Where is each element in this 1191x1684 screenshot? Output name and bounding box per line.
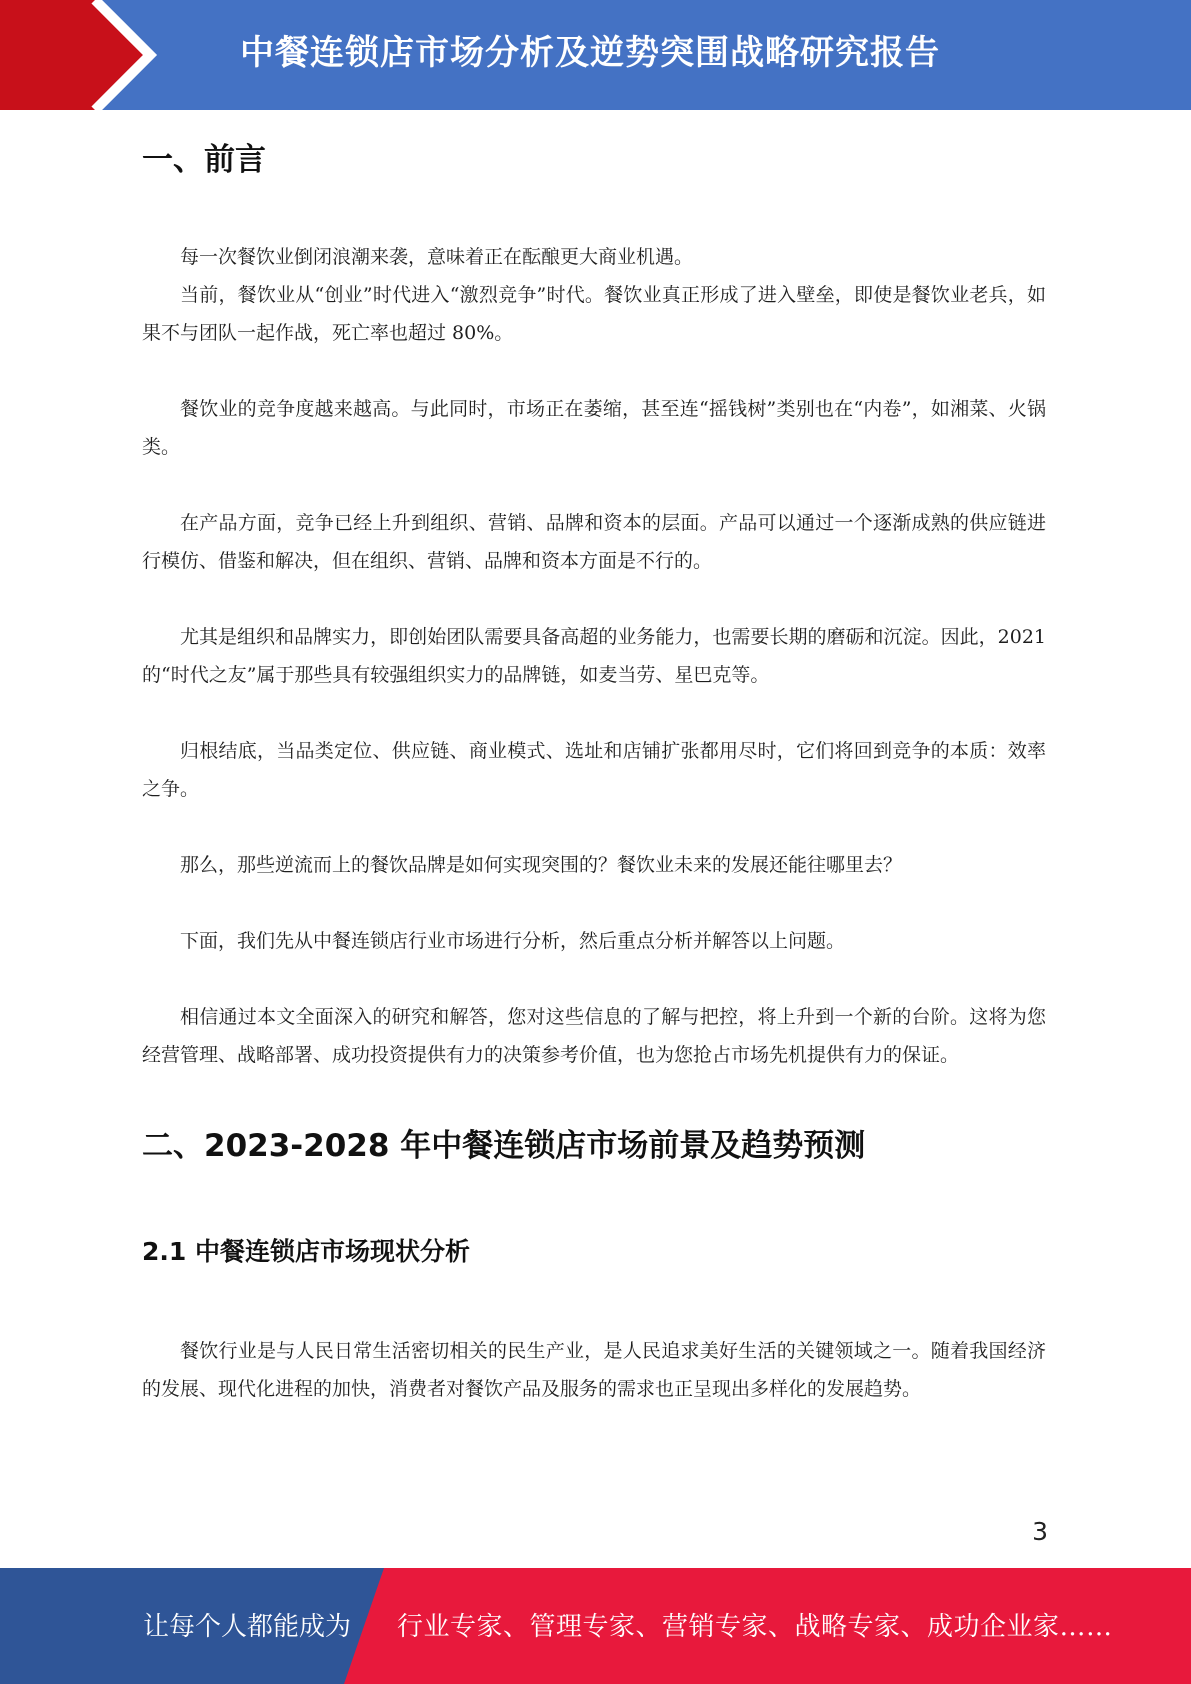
paragraph: 在产品方面，竞争已经上升到组织、营销、品牌和资本的层面。产品可以通过一个逐渐成熟的供应链进行模仿、借鉴和解决，但在组织、营销、品牌和资本方面是不行的。	[142, 512, 1046, 572]
paragraph: 尤其是组织和品牌实力，即创始团队需要具备高超的业务能力，也需要长期的磨砺和沉淀。因此，2021 的“时代之友”属于那些具有较强组织实力的品牌链，如麦当劳、星巴克等。	[142, 626, 1046, 686]
page-number: 3	[1032, 1517, 1048, 1546]
paragraph: 那么，那些逆流而上的餐饮品牌是如何实现突围的？餐饮业未来的发展还能往哪里去？	[180, 854, 903, 876]
section-heading-preface: 一、前言	[142, 142, 266, 178]
paragraph: 当前，餐饮业从“创业”时代进入“激烈竞争”时代。餐饮业真正形成了进入壁垒，即使是餐饮业老兵，如果不与团队一起作战，死亡率也超过 80%。	[142, 284, 1046, 344]
page-header	[0, 0, 1191, 110]
report-title: 中餐连锁店市场分析及逆势突围战略研究报告	[240, 33, 940, 73]
footer-slogan-left: 让每个人都能成为	[143, 1612, 352, 1642]
document-body	[142, 130, 1046, 1408]
section-heading-forecast: 二、2023-2028 年中餐连锁店市场前景及趋势预测	[142, 1128, 866, 1164]
paragraph: 相信通过本文全面深入的研究和解答，您对这些信息的了解与把控，将上升到一个新的台阶。这将为您经营管理、战略部署、成功投资提供有力的决策参考价值，也为您抢占市场先机提供有力的保证。	[142, 1006, 1046, 1066]
subsection-heading-status: 2.1 中餐连锁店市场现状分析	[142, 1237, 470, 1266]
page-footer	[0, 1568, 1191, 1684]
paragraph: 餐饮行业是与人民日常生活密切相关的民生产业，是人民追求美好生活的关键领域之一。随着我国经济的发展、现代化进程的加快，消费者对餐饮产品及服务的需求也正呈现出多样化的发展趋势。	[142, 1340, 1046, 1400]
paragraph: 下面，我们先从中餐连锁店行业市场进行分析，然后重点分析并解答以上问题。	[180, 930, 846, 952]
paragraph: 餐饮业的竞争度越来越高。与此同时，市场正在萎缩，甚至连“摇钱树”类别也在“内卷”，如湘菜、火锅类。	[142, 398, 1046, 458]
paragraph: 每一次餐饮业倒闭浪潮来袭，意味着正在酝酿更大商业机遇。	[180, 246, 694, 268]
paragraph: 归根结底，当品类定位、供应链、商业模式、选址和店铺扩张都用尽时，它们将回到竞争的本质：效率之争。	[142, 740, 1046, 800]
footer-slogan-right: 行业专家、管理专家、营销专家、战略专家、成功企业家……	[397, 1612, 1113, 1642]
